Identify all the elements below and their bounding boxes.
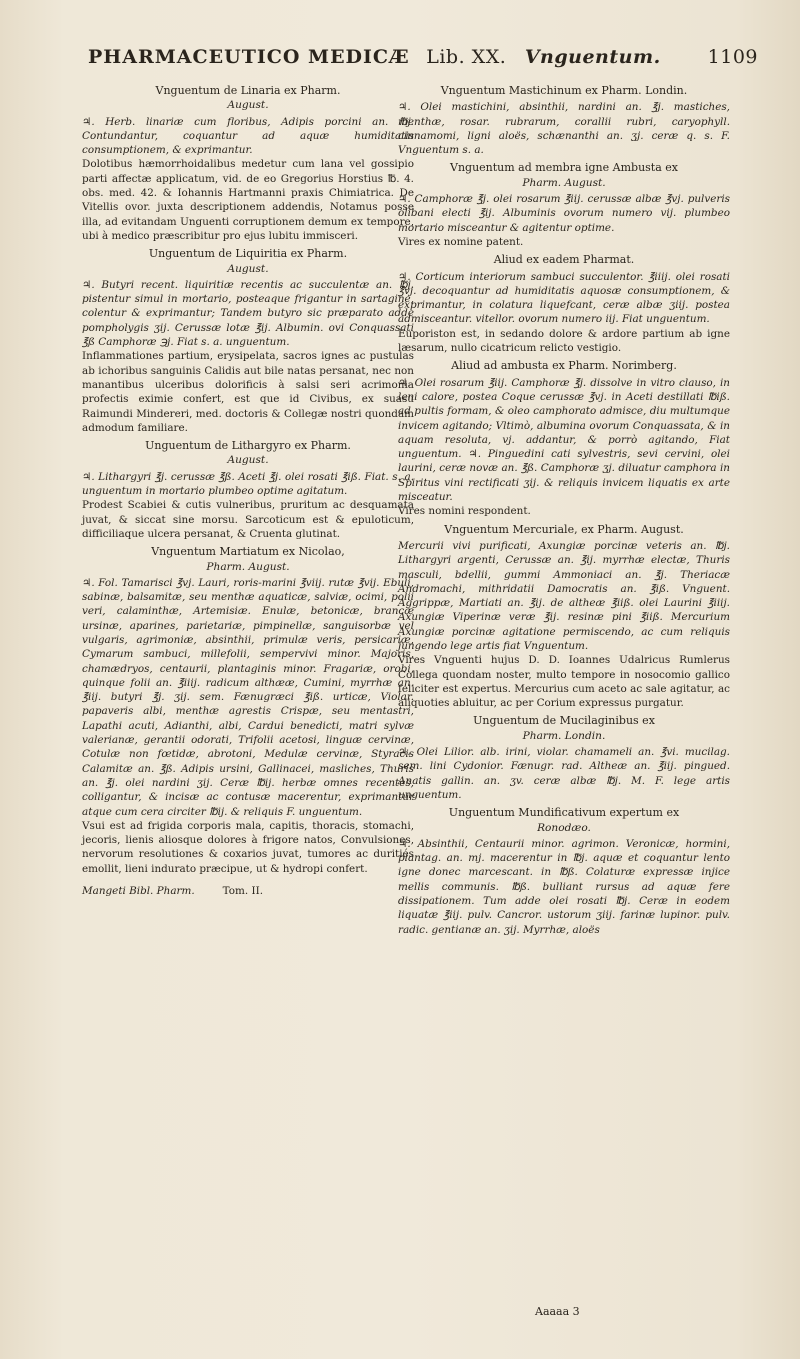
recipe-heading: Vnguentum Martiatum ex Nicolao, xyxy=(151,545,345,559)
signature-mark: Aaaaa 3 xyxy=(535,1305,580,1318)
recipe-heading: Vnguentum de Linaria ex Pharm. xyxy=(155,84,341,97)
tome-label: Tom. II. xyxy=(222,885,264,898)
recipe-heading: Aliud ex eadem Pharmat. xyxy=(493,253,635,267)
recipe-notes: Prodest Scabiei & cutis vulneribus, pruritum ac desquamata juvat, & siccat sine morsu. Sarcoticum est & epuloticum, difficiliaque ulcera persanat, & Cruenta glutinat. xyxy=(82,499,414,540)
recipe-entry xyxy=(82,84,414,243)
recipe-entry xyxy=(398,359,730,518)
recipe-entry xyxy=(398,161,730,249)
right-column xyxy=(398,80,730,937)
recipe-heading: Unguentum de Mucilaginibus ex xyxy=(473,714,655,728)
recipe-source: August. xyxy=(227,99,269,112)
page-number: 1109 xyxy=(707,46,758,68)
left-column xyxy=(82,80,414,898)
recipe-heading: Vnguentum Mercuriale, ex Pharm. August. xyxy=(444,522,684,536)
recipe-source: August. xyxy=(227,262,269,275)
recipe-source: Pharm. August. xyxy=(522,176,606,189)
recipe-notes: Vsui est ad frigida corporis mala, capitis, thoracis, stomachi, jecoris, lienis aliosque dolores à frigore natos, Convulsiones, nervorum resolutiones & coxarios juvat, tumores ac duritiés emollit, lieni indurato præcipue, ut & hydropi confert. xyxy=(82,819,414,875)
recipe-entry xyxy=(398,714,730,802)
recipe-text: ♃. Olei rosarum ℥iij. Camphoræ ℥j. dissolve in vitro clauso, in leni calore, postea Coque cerussæ ℥vj. in Aceti destillati ℔iß. ad pultis formam, & oleo camphorato admisce, diu multumque invicem agitando; Vltimò, albumina ovorum Conquassata, & in aquam resoluta, vj. addantur, & porrò agitando, Fiat unguentum. ♃. Pinguedini cati sylvestris, sevi cervini, olei laurini, ceræ novæ an. ℥ß. Camphoræ ʒj. diluatur camphora in Spiritus vini rectificati ʒij. & reliquis invicem liquatis ex arte misceatur. xyxy=(398,376,730,504)
recipe-heading: Vnguentum ad membra igne Ambusta ex xyxy=(450,161,678,175)
signature-text: Mangeti Bibl. Pharm. xyxy=(82,885,195,898)
recipe-heading: Unguentum de Liquiritia ex Pharm. xyxy=(148,247,348,261)
recipe-text: ♃. Lithargyri ℥j. cerussæ ℥ß. Aceti ℥j. olei rosati ℥iß. Fiat. s. a. unguentum in mortario plumbeo optime agitatum. xyxy=(82,470,414,498)
recipe-heading: Unguentum de Lithargyro ex Pharm. xyxy=(145,439,351,453)
footer-signature xyxy=(82,884,414,898)
recipe-text: ♃. Camphoræ ℥j. olei rosarum ℥iij. cerussæ albæ ℥vj. pulveris olibani electi ℥ij. Albuminis ovorum numero vij. plumbeo mortario misceantur & agitentur optime. xyxy=(398,193,730,234)
recipe-text: ♃. Corticum interiorum sambuci succulentor. ℥iiij. olei rosati ℥vj. decoquantur ad humiditatis aquosæ consumptionem, & exprimantur, in colatura liquefcant, ceræ albæ ʒiij. postea admisceantur. vitellor. ovorum numero iij. Fiat unguentum. xyxy=(398,270,730,326)
recipe-text: Mercurii vivi purificati, Axungiæ porcinæ veteris an. ℔j. Lithargyri argenti, Cerussæ an. ℥ij. myrrhæ electæ, Thuris masculi, bdellii, gummi Ammoniaci an. ℥j. Theriacæ Andromachi, mithridatii Damocratis an. ℥iß. Vnguent. Aggrippæ, Martiati an. ℥ij. de altheæ ℥iiß. olei Laurini ℥iiij. Axungiæ Viperinæ veræ ℥ij. resinæ pini ℥iiß. Mercurium Axungiæ porcinæ agitatione permiscendo, ac cum reliquis jungendo lege artis fiat Vnguentum. xyxy=(398,539,730,652)
recipe-text: ♃. Olei Lilior. alb. irini, violar. chamameli an. ℥vi. mucilag. sem. lini Cydonior. Fænugr. rad. Altheæ an. ℥iij. pingued. Anatis gallin. an. ʒv. ceræ albæ ℔j. M. F. lege artis unguentum. xyxy=(398,746,730,801)
recipe-entry xyxy=(398,806,730,937)
running-header xyxy=(88,46,758,76)
recipe-heading: Vnguentum Mastichinum ex Pharm. Londin. xyxy=(440,84,688,97)
recipe-text: ♃. Butyri recent. liquiritiæ recentis ac succulentæ an. ℔j. pistentur simul in mortario, posteaque frigantur in sartagine, colentur & exprimantur; Tandem butyro sic præparato adde pompholygis ʒij. Cerussæ lotæ ℥ij. Albumin. ovi Conquassati ℥ß Camphoræ ℈j. Fiat s. a. unguentum. xyxy=(82,278,414,349)
recipe-heading: Unguentum Mundificativum expertum ex xyxy=(448,806,680,820)
recipe-source: Pharm. Londin. xyxy=(522,729,606,742)
recipe-text: ♃. Herb. linariæ cum floribus, Adipis porcini an. ℔j. Contundantur, coquantur ad aquæ humiditatis consumptionem, & exprimantur. xyxy=(82,115,414,157)
recipe-entry xyxy=(398,84,730,157)
recipe-notes: Dolotibus hæmorrhoidalibus medetur cum lana vel gossipio parti affectæ applicatum, vid. de eo Gregorius Horstius ℔. 4. obs. med. 42. & Iohannis Hartmanni praxis Chimiatrica. De Vitellis ovor. juxta descriptionem addendis, Notamus posse illa, ad evitandam Unguenti corruptionem demum ex tempore, ubi à medico præscribitur pro ejus lubitu immisceri. xyxy=(82,158,414,242)
recipe-text: ♃. Fol. Tamarisci ℥vj. Lauri, roris-marini ℥viij. rutæ ℥vij. Ebuli, sabinæ, balsamitæ, seu menthæ aquaticæ, salviæ, ocimi, polii veri, calaminthæ, Artemisiæ. Enulæ, betonicæ, brancæ ursinæ, aparines, parietariæ, pimpinellæ, sanguisorbæ vel vulgaris, agrimoniæ, absinthii, primulæ veris, persicariæ, Cymarum sambuci, millefolii, sempervivi minor. Majoris, chamædryos, centaurii, plantaginis minor. Fragariæ, orobi, quinque folii an. ℥iiij. radicum althææ, Cumini, myrrhæ an. ℥iij. butyri ℥j. ʒij. sem. Fænugræci ℥iß. urticæ, Violar. papaveris albi, menthæ agrestis Crispæ, seu mentastri, Lapathi acuti, Adianthi, albi, Cardui benedicti, matri sylvæ valerianæ, gerantii odorati, Trifolii acetosi, linguæ cervinæ, Cotulæ non fœtidæ, abrotoni, Medulæ cervinæ, Styracis Calamitæ an. ℥ß. Adipis ursini, Gallinacei, masliches, Thuris an. ℥j. olei nardini ʒij. Ceræ ℔ij. herbæ omnes recentes, colligantur, & incisæ ac contusæ macerentur, exprimantur atque cum cera circiter ℔ij. & reliquis F. unguentum. xyxy=(82,576,414,818)
recipe-notes: Vires ex nomine patent. xyxy=(398,235,524,248)
recipe-entry xyxy=(82,545,414,876)
recipe-notes: Vires nomini respondent. xyxy=(398,505,531,518)
recipe-entry xyxy=(398,253,730,355)
recipe-notes: Inflammationes partium, erysipelata, sacros ignes ac pustulas ab ichoribus sanguinis Calidis aut bile natas persanat, nec non manantibus ulceribus dolorificis à salsi seri acrimonia profectis eximie confert, est que id Civibus, ex suasu Raimundi Mindereri, med. doctoris & Collegæ nostri quondam admodum familiare. xyxy=(82,350,414,434)
recipe-notes: Euporiston est, in sedando dolore & ardore partium ab igne læsarum, nullo cicatricum relicto vestigio. xyxy=(398,327,730,355)
recipe-entry xyxy=(82,247,414,435)
recipe-text: ♃. Olei mastichini, absinthii, nardini an. ℥j. mastiches, menthæ, rosar. rubrarum, corallii rubri, caryophyll. cinnamomi, ligni aloës, schænanthi an. ʒj. ceræ q. s. F. Vnguentum s. a. xyxy=(398,101,730,157)
recipe-entry xyxy=(82,439,414,541)
recipe-source: Ronodæo. xyxy=(537,821,591,834)
header-book: Lib. XX. xyxy=(426,46,507,68)
recipe-source: Pharm. August. xyxy=(206,560,290,573)
recipe-entry xyxy=(398,523,730,711)
header-title: PHARMACEUTICO MEDICÆ xyxy=(88,46,410,68)
recipe-text: ♃. Absinthii, Centaurii minor. agrimon. Veronicæ, hormini, plantag. an. mj. macerentur in ℔j. aquæ et coquantur lento igne donec marcescant. in ℔ß. Colaturæ expressæ injice mellis communis. ℔ß. bulliant rursus ad aquæ fere dissipationem. Tum adde olei rosati ℔j. Ceræ in eodem liquatæ ℥iij. pulv. Cancror. ustorum ʒiij. farinæ lupinor. pulv. radic. gentianæ an. ʒij. Myrrhæ, aloës xyxy=(398,837,730,936)
recipe-notes: Vires Vnguenti hujus D. D. Ioannes Udalricus Rumlerus Collega quondam noster, multo tempore in nosocomio gallico feliciter est expertus. Mercurius cum aceto ac sale agitatur, ac aliquoties abluitur, ac per Corium expressus purgatur. xyxy=(398,654,730,710)
header-section: Vnguentum. xyxy=(524,46,661,68)
recipe-source: August. xyxy=(227,454,269,467)
recipe-heading: Aliud ad ambusta ex Pharm. Norimberg. xyxy=(451,359,677,373)
